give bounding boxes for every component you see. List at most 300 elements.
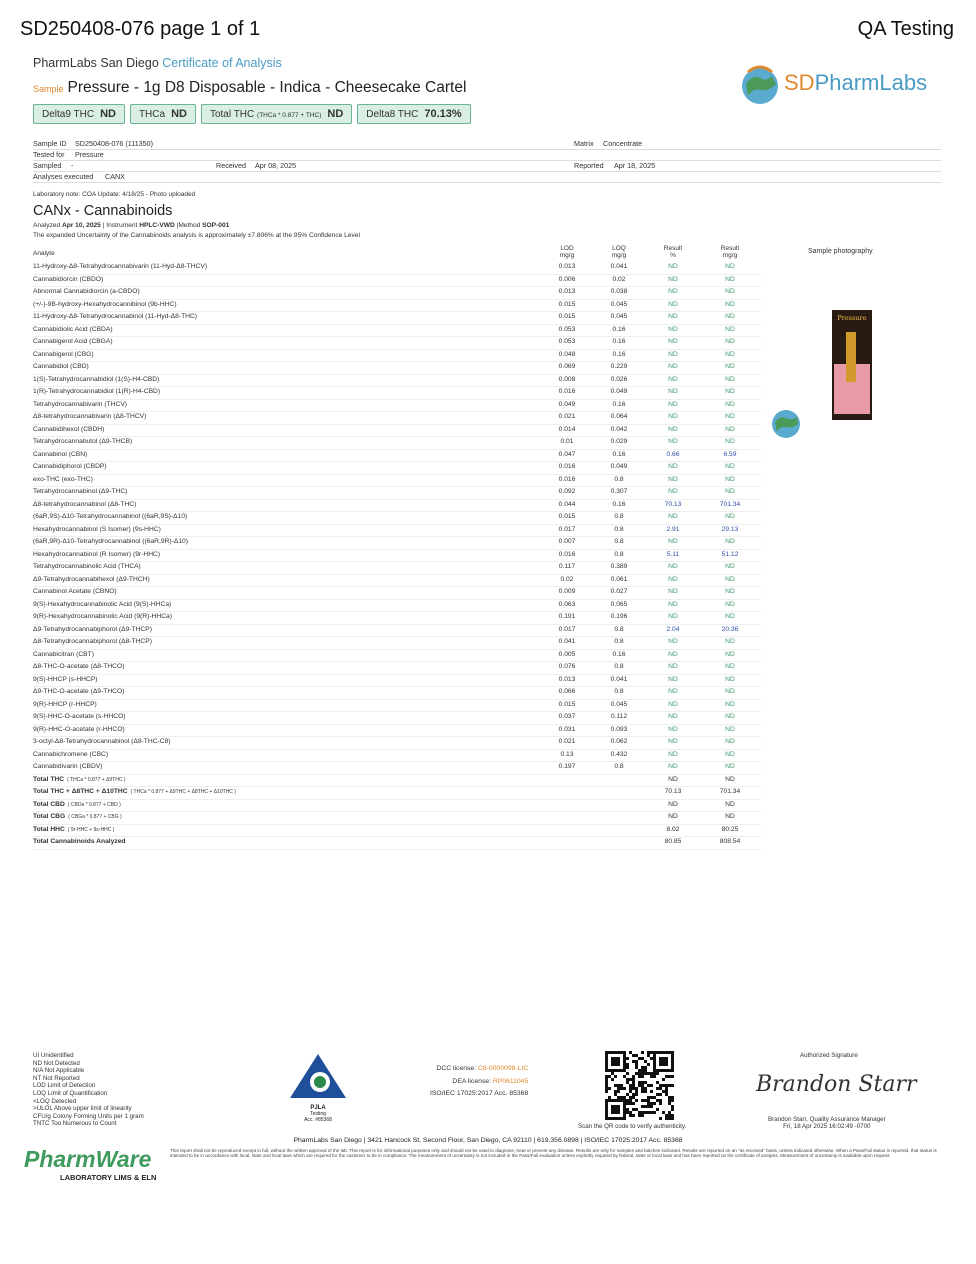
cell-result-pct: ND [668,338,678,345]
cell-analyte: Δ8-Tetrahydrocannabiphorol (Δ8-THCP) [33,638,152,645]
cell-result-mg: ND [725,800,735,808]
legend [33,1052,144,1128]
table-row [33,674,761,688]
table-row [33,661,761,675]
cell-loq: 0.112 [610,713,628,720]
table-row [33,524,761,538]
legend-item: >ULOL Above upper limit of linearity [33,1105,132,1113]
summary-chips [33,104,471,124]
doc-type: Certificate of Analysis [162,56,282,70]
table-row [33,749,761,763]
cell-result-pct: ND [668,275,678,283]
cell-analyte: Cannabigerol Acid (CBGA) [33,338,113,345]
total-row [33,774,761,788]
cell-lod: 0.016 [558,550,576,558]
qr-caption: Scan the QR code to verify authenticity. [578,1123,687,1130]
report-type: QA Testing [857,18,954,40]
sdpharmlabs-logo [738,60,948,110]
cell-result-mg: ND [725,588,735,595]
cell-analyte: Tetrahydrocannabivarin (THCV) [33,400,128,408]
cell-lod: 0.017 [558,625,576,633]
cell-result-mg: ND [725,275,735,283]
cell-result-mg: 701.34 [719,500,741,508]
cell-result-pct: 8.02 [666,825,680,833]
cell-loq: 0.038 [610,288,628,295]
legend-item: ND Not Detected [33,1059,80,1067]
cell-analyte: Tetrahydrocannabutol (Δ9-THCB) [33,438,133,445]
cell-loq: 0.432 [610,750,628,758]
report-id: SD250408-076 page 1 of 1 [20,18,261,40]
chip-delta9-thc: Delta9 THC ND [33,104,125,124]
table-row [33,449,761,463]
cell-result-pct: ND [668,725,678,733]
cell-lod: 0.017 [558,525,576,533]
cell-result-mg: ND [725,775,735,783]
cell-analyte: 3-octyl-Δ8-Tetrahydrocannabinol (Δ8-THC-C8) [33,738,171,745]
cell-analyte: 9(S)-HHC-O-acetate (s-HHCO) [33,713,126,720]
cell-analyte: Cannabinol (CBN) [33,450,88,458]
cell-result-pct: 2.04 [666,625,680,633]
total-label: Total THC ( THCa * 0.877 + Δ9THC ) [33,775,126,783]
table-row [33,386,761,400]
cell-lod: 0.063 [558,600,576,608]
cell-result-mg: ND [725,688,735,695]
cell-result-pct: ND [668,350,678,358]
cell-lod: 0.013 [558,675,576,683]
cell-loq: 0.061 [610,575,628,583]
cell-analyte: 9(S)-Hexahydrocannabinolic Acid (9(S)-HHCa) [33,600,172,608]
table-row [33,374,761,388]
cell-result-pct: ND [668,463,678,470]
cell-lod: 0.076 [558,663,576,670]
cell-loq: 0.8 [614,625,624,633]
cell-result-pct: ND [668,388,678,395]
cell-result-pct: ND [668,738,678,745]
licenses: DCC license: C8-0000098-LIC DEA license: RP0611045 ISO/IEC 17025:2017 Acc. 85368 [430,1063,528,1101]
table-row [33,274,761,288]
cell-result-mg: ND [725,763,735,770]
cell-lod: 0.197 [558,763,576,770]
table-row [33,636,761,650]
cell-result-mg: ND [725,738,735,745]
cell-loq: 0.041 [610,675,628,683]
cell-result-pct: ND [668,488,678,495]
cell-loq: 0.045 [610,300,628,308]
cell-result-mg: ND [725,438,735,445]
cell-result-pct: ND [668,675,678,683]
cell-lod: 0.014 [558,425,576,433]
qr-code[interactable] [604,1050,674,1120]
cell-loq: 0.229 [610,363,628,370]
cell-analyte: exo-THC (exo-THC) [33,475,93,483]
cell-result-pct: ND [668,300,678,308]
legend-item: LOD Limit of Detection [33,1082,96,1090]
table-row [33,724,761,738]
globe-icon [738,62,782,108]
col-loq: LOQ mg/g [611,245,627,259]
cell-analyte: 9(R)-HHCP (r-HHCP) [33,700,97,708]
cell-analyte: 11-Hydroxy-Δ8-Tetrahydrocannabivarin (11-Hyd-Δ8-THCV) [33,263,208,270]
table-row [33,511,761,525]
cell-result-pct: 2.91 [666,525,680,533]
cell-analyte: Cannabinol Acetate (CBNO) [33,588,117,595]
cell-result-mg: ND [725,638,735,645]
table-row [33,574,761,588]
disclaimer: This report shall not be reproduced except in full, without the written approval of the lab. This report is for informational purposes only and should not be used to diagnose, treat or prevent any disease. Results are only for samples and batches indicated. Results are reported on an "as received" basis, unless indicated otherwise. When a Pass/Fail status is reported, that status is intended to be in accordance with local, state and local laws which are required for the customer to be in compliance. The measurement of uncertainty is not included in the Pass/Fail evaluation unless explicitly required by federal, state or local laws and has been reported on the certificate of analysis. Measurement of uncertainty is available upon request. [170,1148,937,1159]
cell-result-pct: ND [668,763,678,770]
col-result-pct: Result % [663,245,683,259]
photo-brand: Pressure [837,314,867,322]
cell-analyte: 1(R)-Tetrahydrocannabidiol (1(R)-H4-CBD) [33,388,161,395]
cell-result-mg: ND [725,538,735,545]
chip-thca: THCa ND [130,104,196,124]
qr-code-icon [604,1050,674,1120]
cell-result-pct: ND [668,700,678,708]
cell-result-pct: ND [668,413,678,420]
cell-analyte: Hexahydrocannabinol (S Isomer) (9s-HHC) [33,525,161,533]
legend-item: NT Not Reported [33,1074,80,1082]
matrix: Concentrate [603,139,643,148]
cell-loq: 0.16 [612,325,626,333]
cell-lod: 0.048 [558,350,576,358]
pharmware-name: PharmWare [24,1146,152,1172]
legend-item: <LOQ Detected [33,1097,77,1105]
pjla-badge [288,1052,348,1122]
cell-lod: 0.02 [560,575,574,583]
legend-item: TNTC Too Numerous to Count [33,1120,117,1128]
cell-result-mg: 29.13 [721,525,739,533]
cell-loq: 0.065 [610,600,628,608]
table-row [33,286,761,300]
table-row [33,611,761,625]
cell-result-mg: ND [725,338,735,345]
cell-loq: 0.196 [610,613,628,620]
cell-result-mg: ND [725,475,735,483]
tested-for: Pressure [75,150,104,159]
cell-loq: 0.8 [614,550,624,558]
table-row [33,299,761,313]
total-row [33,799,761,813]
table-row [33,324,761,338]
cell-loq: 0.045 [610,313,628,320]
cell-result-mg: ND [725,325,735,333]
cell-lod: 0.009 [558,588,576,595]
cell-result-mg: ND [725,650,735,658]
cell-result-pct: 70.13 [664,500,682,508]
cell-loq: 0.8 [614,663,624,670]
cell-result-pct: ND [668,813,678,820]
cell-result-pct: ND [668,513,678,520]
table-row [33,424,761,438]
cell-result-mg: ND [725,425,735,433]
cell-result-mg: ND [725,600,735,608]
table-row [33,536,761,550]
cell-loq: 0.307 [610,488,628,495]
cell-analyte: 1(S)-Tetrahydrocannabidiol (1(S)-H4-CBD) [33,375,160,383]
cell-result-pct: ND [668,400,678,408]
dcc-license: C8-0000098-LIC [477,1065,529,1072]
cell-result-pct: ND [668,538,678,545]
cell-result-pct: ND [668,588,678,595]
table-row [33,461,761,475]
total-row [33,811,761,825]
analysis-info: Analyzed Apr 10, 2025 | Instrument HPLC-VWD |Method SOP-001 [33,222,230,229]
cell-analyte: Hexahydrocannabinol (R Isomer) (9r-HHC) [33,550,161,558]
cell-analyte: Δ9-THC-O-acetate (Δ9-THCO) [33,688,125,695]
sample-label: Sample [33,84,64,94]
cell-result-mg: ND [725,813,735,820]
cell-lod: 0.066 [558,688,576,695]
cell-analyte: Cannabicitran (CBT) [33,650,94,658]
cell-result-mg: ND [725,725,735,733]
cell-lod: 0.021 [558,413,576,420]
cell-result-mg: 701.34 [719,788,741,795]
cell-analyte: Δ8-tetrahydrocannabivarin (Δ8-THCV) [33,413,147,420]
cell-result-mg: 20.36 [721,625,739,633]
lab-note: Laboratory note: COA Update: 4/18/25 - Photo uploaded [33,191,196,198]
sample-title: Pressure - 1g D8 Disposable - Indica - Cheesecake Cartel [67,79,467,96]
cell-analyte: (6aR,9R)-Δ10-Tetrahydrocannabinol ((6aR,9R)-Δ10) [33,538,189,545]
cell-result-mg: ND [725,463,735,470]
table-row [33,436,761,450]
signer: Brandon Starr, Quality Assurance Manager Fri, 18 Apr 2025 16:02:49 -0700 [768,1116,886,1130]
sample-id: SD250408-076 (111350) [75,139,154,148]
lab-name: PharmLabs San Diego [33,56,159,70]
cell-result-mg: ND [725,513,735,520]
cell-result-pct: ND [668,325,678,333]
cell-result-mg: ND [725,413,735,420]
cell-analyte: Cannabidiorcin (CBDO) [33,275,104,283]
cell-result-pct: 70.13 [664,788,682,795]
signature-heading: Authorized Signature [800,1052,858,1059]
analyses: CANX [105,172,125,181]
table-row [33,311,761,325]
cell-lod: 0.069 [558,363,576,370]
cell-result-mg: ND [725,400,735,408]
cell-lod: 0.016 [558,463,576,470]
cell-result-pct: ND [668,563,678,570]
table-row [33,486,761,500]
cell-loq: 0.02 [612,275,626,283]
cell-result-pct: ND [668,613,678,620]
pharmware-logo [24,1146,156,1182]
cell-result-mg: 51.12 [721,550,739,558]
cell-result-mg: ND [725,375,735,383]
cell-result-mg: ND [725,575,735,583]
total-row [33,824,761,838]
table-row [33,599,761,613]
total-row [33,836,761,850]
cell-result-mg: ND [725,363,735,370]
total-label: Total CBG ( CBGa * 0.877 + CBG ) [33,813,122,820]
cell-lod: 0.117 [558,563,576,570]
cell-lod: 0.016 [558,475,576,483]
cell-result-mg: ND [725,663,735,670]
cell-analyte: Cannabidiolic Acid (CBDA) [33,325,113,333]
table-row [33,336,761,350]
cell-lod: 0.015 [558,513,576,520]
cell-lod: 0.041 [558,638,576,645]
cell-loq: 0.8 [614,513,624,520]
chip-total-thc: Total THC (THCa * 0.877 + THC) ND [201,104,352,124]
logo-prefix: SD [784,70,815,95]
legend-item: CFU/g Colony Forming Units per 1 gram [33,1112,144,1120]
cell-result-pct: ND [668,600,678,608]
cell-loq: 0.8 [614,638,624,645]
cell-loq: 0.389 [610,563,628,570]
cell-result-mg: ND [725,263,735,270]
section-title: CANx - Cannabinoids [33,203,173,219]
pjla-name: PJLA [310,1105,326,1111]
cell-analyte: Cannabidihexol (CBDH) [33,425,105,433]
table-row [33,549,761,563]
cell-result-pct: ND [668,425,678,433]
cell-loq: 0.045 [610,700,628,708]
cell-result-mg: ND [725,488,735,495]
table-row [33,699,761,713]
cell-result-mg: ND [725,750,735,758]
total-label: Total THC + Δ8THC + Δ10THC ( THCa * 0.877 + Δ9THC + Δ8THC + Δ10THC ) [33,788,236,795]
sample-meta: Sample ID SD250408-076 (111350) Matrix Concentrate Tested for Pressure Sampled - Received Apr 08, 2025 Reported Apr 18, 2025 Analyses executed CANX [33,139,941,183]
cell-result-pct: ND [668,688,678,695]
iso-accreditation: ISO/IEC 17025:2017 Acc. 85368 [430,1090,529,1097]
logo-name: PharmLabs [814,70,928,95]
cell-loq: 0.049 [610,388,628,395]
table-row [33,624,761,638]
cell-loq: 0.16 [612,500,626,508]
pjla-acc: Acc. #85368 [304,1117,332,1123]
cell-result-pct: 5.11 [666,550,680,558]
cell-lod: 0.053 [558,325,576,333]
uncertainty-note: The expanded Uncertainty of the Cannabinoids analysis is approximately ±7.806% at the 95% Confidence Level [33,232,360,239]
cell-analyte: Cannabigerol (CBG) [33,350,94,358]
table-row [33,761,761,775]
cell-loq: 0.16 [612,400,626,408]
cell-analyte: Cannabidivarin (CBDV) [33,763,103,770]
cell-lod: 0.053 [558,338,576,345]
cell-analyte: Tetrahydrocannabinol (Δ9-THC) [33,488,128,495]
table-row [33,686,761,700]
photo-heading: Sample photography [808,248,873,255]
cell-loq: 0.049 [610,463,628,470]
sample-photo [766,272,936,442]
cell-result-mg: ND [725,300,735,308]
cell-result-mg: ND [725,350,735,358]
cell-result-pct: ND [668,363,678,370]
received-date: Apr 08, 2025 [255,161,297,170]
cell-lod: 0.005 [558,650,576,658]
cell-lod: 0.016 [558,388,576,395]
cell-lod: 0.01 [560,438,574,445]
legend-item: LOQ Limit of Quantification [33,1089,108,1097]
cell-lod: 0.006 [558,275,576,283]
total-label: Total CBD ( CBDa * 0.877 + CBD ) [33,800,121,808]
cell-analyte: 9(S)-HHCP (s-HHCP) [33,675,98,683]
cell-result-pct: 80.85 [664,838,682,845]
cell-loq: 0.041 [610,263,628,270]
pjla-sub: Testing [310,1111,326,1117]
cell-result-pct: ND [668,313,678,320]
cell-result-mg: ND [725,313,735,320]
cell-loq: 0.8 [614,688,624,695]
total-label: Total Cannabinoids Analyzed [33,838,126,845]
cell-result-pct: ND [668,650,678,658]
cell-analyte: Cannabidiphorol (CBDP) [33,463,107,470]
cell-result-pct: ND [668,750,678,758]
table-row [33,474,761,488]
sample-line [33,79,466,97]
table-row [33,711,761,725]
cell-lod: 0.008 [558,375,576,383]
table-row [33,499,761,513]
total-row [33,786,761,800]
cell-analyte: Cannabidiol (CBD) [33,363,89,370]
table-row [33,586,761,600]
cell-result-pct: ND [668,438,678,445]
cell-lod: 0.015 [558,313,576,320]
cell-result-pct: 0.66 [666,450,680,458]
cell-lod: 0.044 [558,500,576,508]
cell-lod: 0.007 [558,538,576,545]
cell-lod: 0.037 [558,713,576,720]
col-lod: LOD mg/g [559,245,575,259]
cell-result-mg: ND [725,700,735,708]
cell-loq: 0.16 [612,350,626,358]
cell-loq: 0.029 [610,438,628,445]
cell-loq: 0.042 [610,425,628,433]
table-row [33,736,761,750]
cell-analyte: 9(R)-HHC-O-acetate (r-HHCO) [33,725,125,733]
cell-result-mg: ND [725,613,735,620]
cell-lod: 0.015 [558,300,576,308]
cell-analyte: Tetrahydrocannabinolic Acid (THCA) [33,563,141,570]
pjla-triangle-icon [288,1052,348,1100]
table-row [33,349,761,363]
cell-result-pct: ND [668,713,678,720]
cell-loq: 0.16 [612,450,626,458]
table-row [33,361,761,375]
cell-lod: 0.031 [558,725,576,733]
cell-lod: 0.013 [558,263,576,270]
cell-result-pct: ND [668,263,678,270]
cell-analyte: 11-Hydroxy-Δ8-Tetrahydrocannabinol (11-Hyd-Δ8-THC) [33,313,198,320]
cell-lod: 0.092 [558,488,576,495]
dea-license: RP0611045 [492,1077,529,1085]
total-label: Total HHC ( 9r-HHC + 9s-HHC ) [33,825,115,833]
cell-lod: 0.049 [558,400,576,408]
cell-loq: 0.8 [614,763,624,770]
cell-result-pct: ND [668,375,678,383]
cell-result-pct: ND [668,663,678,670]
cell-analyte: (6aR,9S)-Δ10-Tetrahydrocannabinol ((6aR,9S)-Δ10) [33,513,188,520]
product-photo [766,272,936,442]
legend-item: UI Unidentified [33,1052,74,1059]
signature: Brandon Starr [756,1072,917,1097]
pharmware-sub: LABORATORY LIMS & ELN [60,1173,157,1182]
cell-result-pct: ND [668,775,678,783]
col-analyte: Analyte [33,250,55,257]
cell-result-mg: 808.54 [719,838,741,845]
cell-loq: 0.027 [610,588,628,595]
cell-result-mg: ND [725,288,735,295]
cell-result-mg: ND [725,388,735,395]
cell-analyte: Cannabichromene (CBC) [33,750,109,758]
cell-loq: 0.8 [614,525,624,533]
table-row [33,649,761,663]
cell-loq: 0.026 [610,375,628,383]
chip-delta8-thc: Delta8 THC 70.13% [357,104,470,124]
cell-result-pct: ND [668,800,678,808]
